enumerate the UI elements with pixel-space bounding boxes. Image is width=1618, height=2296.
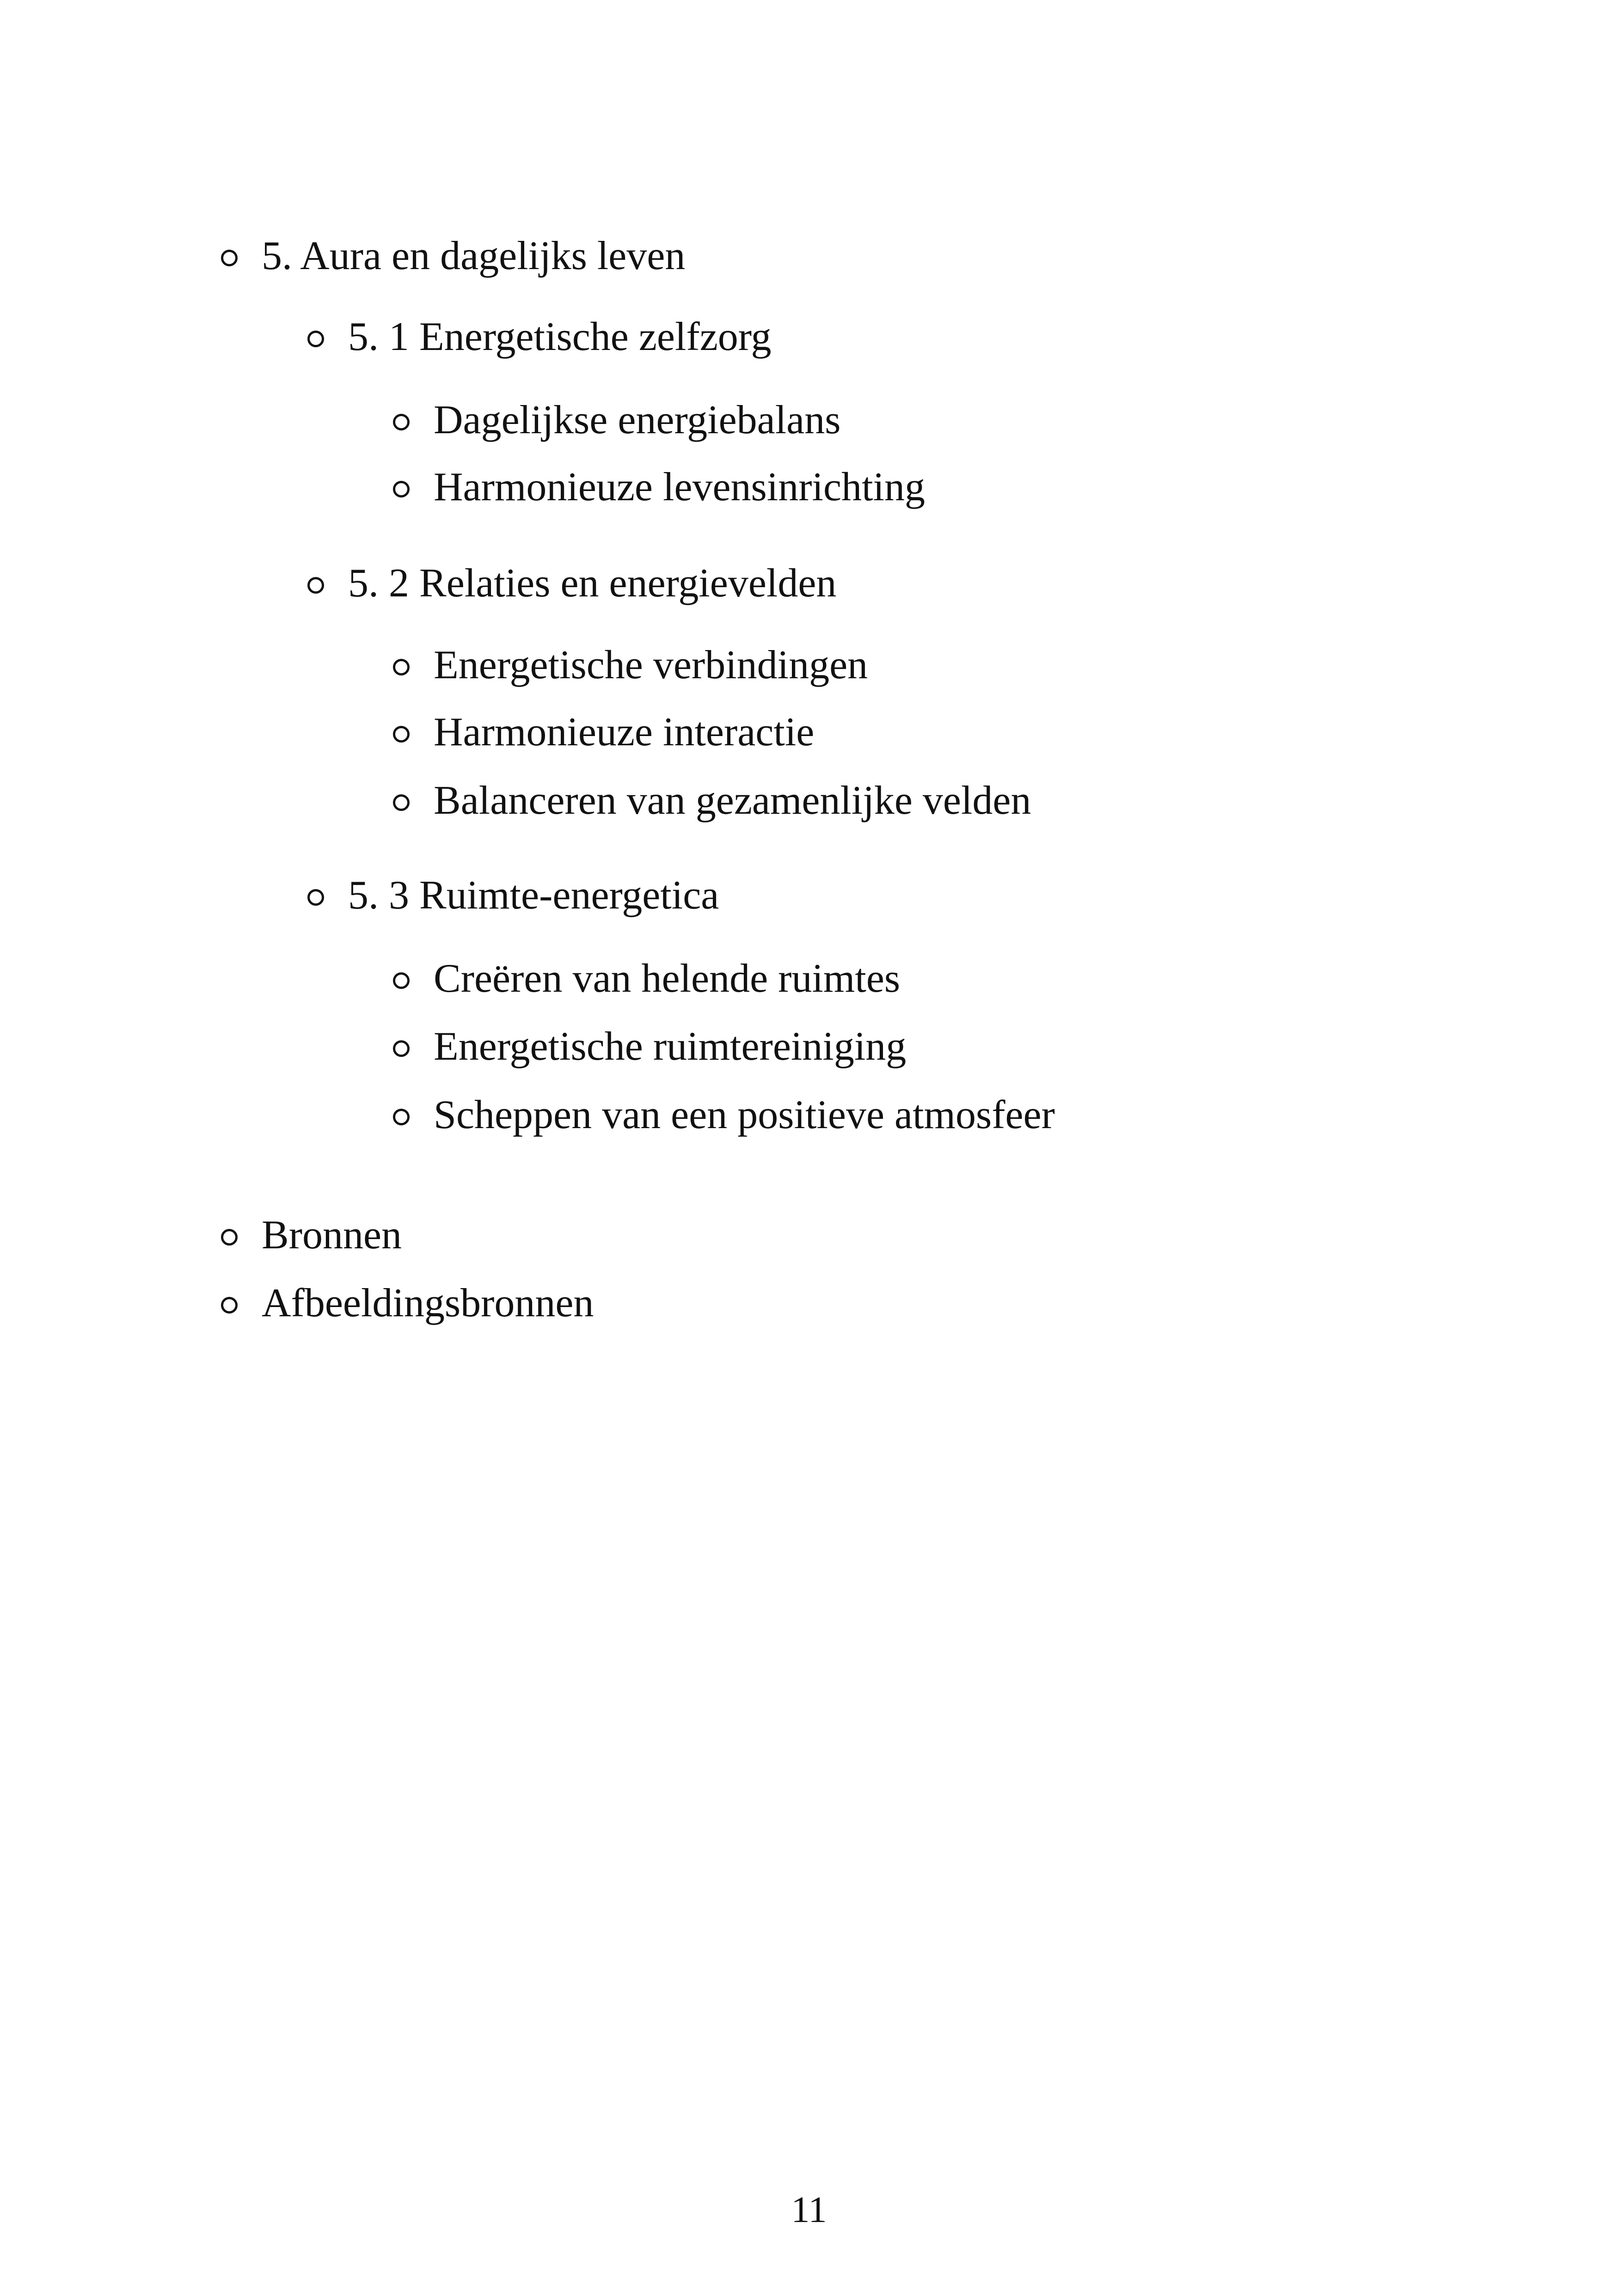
toc-item-label: 5. 2 Relaties en energievelden [348,561,837,606]
toc-item-dagelijkse-energiebalans[interactable] [393,400,1040,446]
toc-item-harmonieuze-levensinrichting[interactable] [393,467,1040,513]
toc-item-bronnen[interactable] [221,1215,776,1261]
toc-item-label: 5. 1 Energetische zelfzorg [348,314,772,359]
circle-bullet-icon [307,331,324,347]
circle-bullet-icon [393,414,410,430]
toc-item-label: Creëren van helende ruimtes [434,956,901,1001]
toc-item-label: Scheppen van een positieve atmosfeer [434,1093,1055,1137]
circle-bullet-icon [393,1109,410,1125]
toc-item-section-5-3[interactable] [307,875,955,921]
circle-bullet-icon [221,250,238,266]
circle-bullet-icon [393,481,410,497]
circle-bullet-icon [393,659,410,675]
toc-item-label: Harmonieuze levensinrichting [434,465,925,510]
circle-bullet-icon [393,794,410,811]
circle-bullet-icon [393,726,410,743]
toc-item-label: Bronnen [262,1213,402,1258]
circle-bullet-icon [307,889,324,906]
toc-item-section-5-2[interactable] [307,563,955,609]
circle-bullet-icon [393,972,410,989]
toc-item-scheppen-positieve-atmosfeer[interactable] [393,1095,1179,1141]
toc-item-energetische-verbindingen[interactable] [393,645,1133,691]
circle-bullet-icon [307,577,324,594]
toc-item-afbeeldingsbronnen[interactable] [221,1283,776,1329]
circle-bullet-icon [393,1040,410,1057]
circle-bullet-icon [221,1229,238,1246]
toc-item-section-5-1[interactable] [307,314,955,363]
toc-item-label: Energetische ruimtereiniging [434,1024,907,1069]
toc-item-label: 5. Aura en dagelijks leven [262,233,686,278]
toc-item-label: Harmonieuze interactie [434,710,815,755]
circle-bullet-icon [221,1297,238,1314]
page-number: 11 [791,2190,827,2230]
toc-item-label: 5. 3 Ruimte-energetica [348,873,719,918]
toc-item-energetische-ruimtereiniging[interactable] [393,1026,1133,1073]
toc-item-balanceren-gezamenlijke-velden[interactable] [393,780,1133,827]
toc-item-label: Balanceren van gezamenlijke velden [434,778,1031,823]
toc-item-creeren-helende-ruimtes[interactable] [393,958,1133,1005]
toc-item-harmonieuze-interactie[interactable] [393,712,1133,758]
toc-item-label: Energetische verbindingen [434,643,868,688]
toc-item-label: Afbeeldingsbronnen [262,1281,594,1326]
toc-item-label: Dagelijkse energiebalans [434,398,841,442]
toc-item-section-5[interactable] [221,233,868,282]
